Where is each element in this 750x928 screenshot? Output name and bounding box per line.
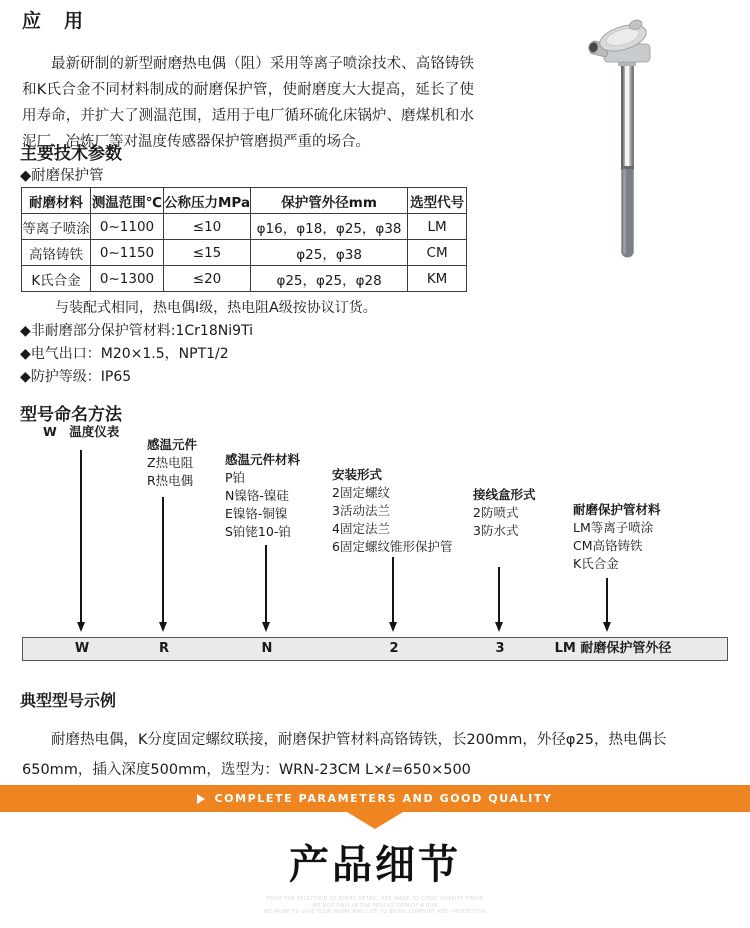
table-cell: K氏合金 — [22, 266, 91, 292]
naming-column-header: 耐磨保护管材料 — [573, 502, 661, 517]
play-icon — [197, 794, 205, 804]
model-code: N — [261, 641, 273, 656]
arrow-down-icon — [77, 622, 85, 632]
model-code: W — [74, 641, 90, 656]
naming-column-tube-material — [573, 501, 661, 573]
naming-column-w — [43, 423, 119, 441]
naming-column-header: W 温度仪表 — [43, 424, 120, 439]
table-cell: φ25，φ38 — [251, 240, 408, 266]
naming-item: CM高铬铸铁 — [573, 538, 643, 553]
down-arrow-icon — [347, 812, 403, 829]
naming-item: K氏合金 — [573, 556, 619, 571]
watermark-line: FROM THE SELECTION OF EVERY DETAIL, ARE MADE TO GOOD QUALITY FINISH — [266, 896, 484, 902]
naming-column-header: 接线盒形式 — [473, 487, 536, 502]
watermark-line: WE NOT ONLY IN THE PRODUCTION OF A RUN — [312, 902, 438, 909]
table-cell: KM — [408, 266, 467, 292]
naming-column-mounting — [332, 466, 452, 556]
table-cell: LM — [408, 214, 467, 240]
spec-table — [21, 187, 467, 292]
table-cell: 0~1150 — [91, 240, 164, 266]
thermocouple-photo — [560, 18, 680, 263]
table-cell: ≤15 — [164, 240, 251, 266]
section-title: 产品细节 — [289, 842, 461, 888]
table-header-row — [22, 188, 467, 214]
naming-item: LM等离子喷涂 — [573, 520, 654, 535]
example-body: 耐磨热电偶，K分度固定螺纹联接，耐磨保护管材料高铬铸铁，长200mm，外径φ25，热电偶长650mm，插入深度500mm，选型为：WRN-23CM L×ℓ=650×500 — [22, 731, 667, 778]
table-note: 与装配式相同，热电偶I级，热电阻A级按协议订货。 — [55, 300, 377, 316]
tech-params-subtitle: ◆耐磨保护管 — [20, 168, 104, 184]
table-header-cell: 耐磨材料 — [22, 188, 91, 214]
naming-item: 4固定法兰 — [332, 521, 390, 536]
table-cell: φ25，φ25，φ28 — [251, 266, 408, 292]
tech-params-title: 主要技术参数 — [20, 144, 122, 164]
watermark-text — [0, 896, 750, 916]
naming-item: R热电偶 — [147, 473, 194, 488]
watermark-line: WE MORE TO GIVE YOUR WORK AND LIFE TO BRING COMFORT AND PROTECTION — [263, 909, 487, 915]
arrow-line — [265, 545, 267, 622]
table-row — [22, 240, 467, 266]
naming-item: 3防水式 — [473, 523, 519, 538]
arrow-down-icon — [262, 622, 270, 632]
model-code: 3 — [495, 641, 505, 656]
table-cell: 0~1300 — [91, 266, 164, 292]
table-header-cell: 测温范围℃ — [91, 188, 164, 214]
table-cell: ≤10 — [164, 214, 251, 240]
application-title: 应 用 — [22, 10, 86, 32]
naming-column-sensor — [147, 436, 197, 490]
naming-title: 型号命名方法 — [20, 405, 122, 425]
bullet-electrical-outlet: ◆电气出口：M20×1.5，NPT1/2 — [20, 346, 229, 362]
arrow-line — [498, 567, 500, 622]
connection-head — [587, 18, 650, 66]
arrow-down-icon — [159, 622, 167, 632]
application-body: 最新研制的新型耐磨热电偶（阻）采用等离子喷涂技术、高铬铸铁和K氏合金不同材料制成的耐磨保护管，使耐磨度大大提高，延长了使用寿命，并扩大了测温范围，适用于电厂循环硫化床锅炉、磨煤机和水泥厂、冶炼厂等对温度传感器保护管磨损严重的场合。 — [22, 55, 474, 150]
table-cell: CM — [408, 240, 467, 266]
naming-item: N镍铬-镍硅 — [225, 488, 289, 503]
naming-column-header: 安装形式 — [332, 467, 383, 482]
naming-item: 6固定螺纹锥形保护管 — [332, 539, 453, 554]
bullet-protection-tube-material: ◆非耐磨部分保护管材料:1Cr18Ni9Ti — [20, 323, 254, 339]
table-header-cell: 保护管外径mm — [251, 188, 408, 214]
arrow-line — [162, 497, 164, 622]
naming-item: Z热电阻 — [147, 455, 194, 470]
model-code: R — [158, 641, 170, 656]
arrow-down-icon — [389, 622, 397, 632]
table-header-cell: 选型代号 — [408, 188, 467, 214]
arrow-down-icon — [495, 622, 503, 632]
arrow-line — [80, 450, 82, 622]
naming-item: 2固定螺纹 — [332, 485, 390, 500]
table-cell: 高铬铸铁 — [22, 240, 91, 266]
table-row — [22, 266, 467, 292]
naming-item: P铂 — [225, 470, 246, 485]
table-cell: 等离子喷涂 — [22, 214, 91, 240]
table-cell: ≤20 — [164, 266, 251, 292]
naming-item: 3活动法兰 — [332, 503, 390, 518]
model-code-bar — [22, 637, 728, 661]
example-title: 典型型号示例 — [20, 691, 117, 710]
table-cell: φ16，φ18，φ25，φ38 — [251, 214, 408, 240]
naming-column-header: 感温元件材料 — [225, 452, 301, 467]
table-row — [22, 214, 467, 240]
table-header-cell: 公称压力MPa — [164, 188, 251, 214]
bullet-protection-grade: ◆防护等级：IP65 — [20, 369, 132, 385]
naming-item: E镍铬-铜镍 — [225, 506, 288, 521]
arrow-line — [392, 557, 394, 622]
naming-column-header: 感温元件 — [147, 437, 198, 452]
naming-column-material — [225, 451, 300, 541]
model-code: 2 — [389, 641, 399, 656]
banner-text: COMPLETE PARAMETERS AND GOOD QUALITY — [214, 792, 553, 805]
model-code: LM 耐磨保护管外径 — [554, 641, 672, 656]
naming-item: S铂铑10-铂 — [225, 524, 291, 539]
naming-item: 2防喷式 — [473, 505, 519, 520]
footer-banner — [0, 785, 750, 812]
arrow-down-icon — [603, 622, 611, 632]
naming-column-junction-box — [473, 486, 536, 540]
table-cell: 0~1100 — [91, 214, 164, 240]
arrow-line — [606, 578, 608, 622]
